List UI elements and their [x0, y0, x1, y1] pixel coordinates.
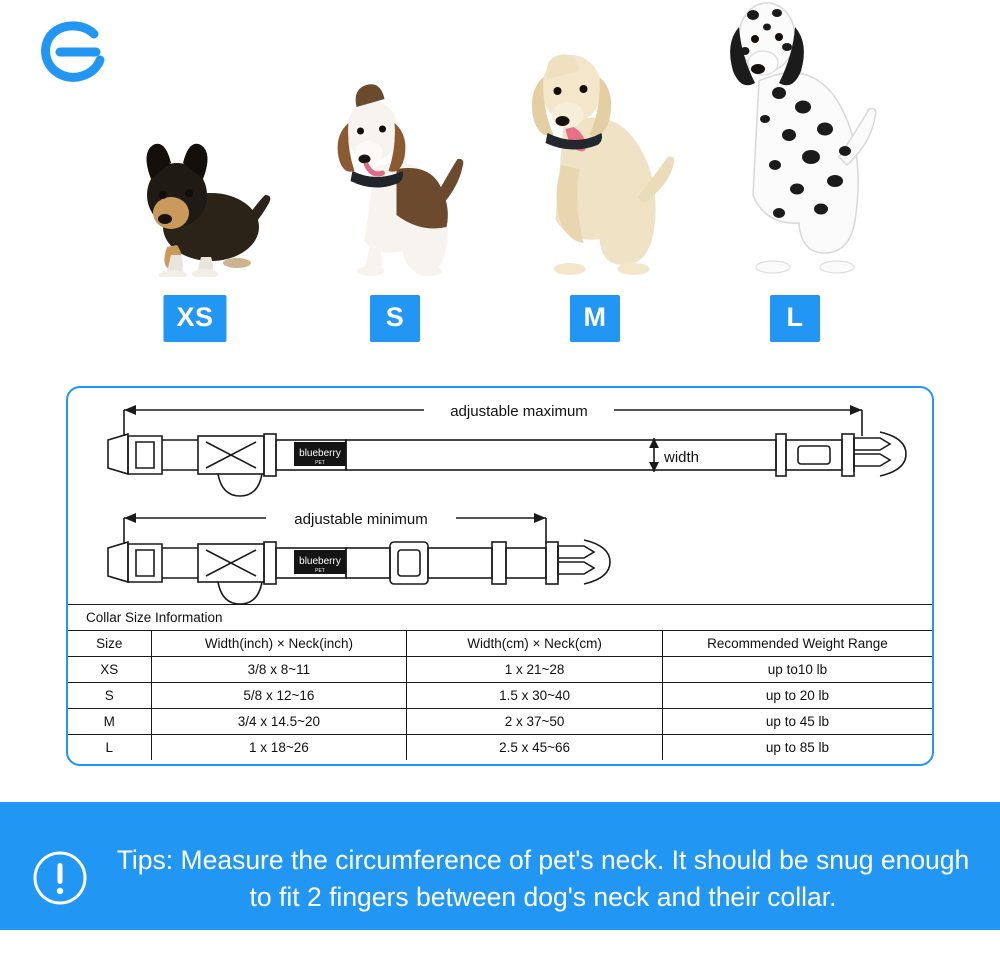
- width-label: width: [664, 449, 700, 466]
- cell-cm: 1.5 x 30~40: [407, 683, 663, 709]
- dog-size-s: [300, 0, 490, 350]
- dog-image-xs: [115, 87, 275, 282]
- cell-inch: 5/8 x 12~16: [151, 683, 407, 709]
- dog-size-l: [700, 0, 890, 350]
- collar-diagram: [68, 388, 932, 604]
- adjustable-maximum-label: adjustable maximum: [450, 403, 588, 420]
- collar-brand-tag-min: blueberry: [299, 556, 341, 567]
- collar-size-panel: [66, 386, 934, 766]
- cell-size: S: [68, 683, 151, 709]
- tips-banner: [0, 802, 1000, 930]
- table-caption-row: [68, 605, 932, 631]
- adjustable-minimum-label: adjustable minimum: [294, 511, 428, 528]
- table-row: [68, 657, 932, 683]
- dog-image-m: [508, 15, 683, 282]
- cell-cm: 2 x 37~50: [407, 709, 663, 735]
- dog-size-xs: [100, 0, 290, 350]
- cell-inch: 3/8 x 8~11: [151, 657, 407, 683]
- header-weight-range: Recommended Weight Range: [662, 631, 932, 657]
- cell-size: XS: [68, 657, 151, 683]
- dog-size-m: [500, 0, 690, 350]
- cell-inch: 3/4 x 14.5~20: [151, 709, 407, 735]
- dog-size-row: [120, 0, 980, 350]
- table-caption: Collar Size Information: [68, 605, 932, 631]
- exclamation-circle-icon: [32, 850, 88, 906]
- collar-brand-tag-sub-max: PET: [315, 460, 325, 466]
- cell-cm: 2.5 x 45~66: [407, 735, 663, 761]
- cell-size: M: [68, 709, 151, 735]
- cell-inch: 1 x 18~26: [151, 735, 407, 761]
- size-badge-xs: XS: [163, 295, 226, 342]
- cell-weight: up to 20 lb: [662, 683, 932, 709]
- size-badge-m: M: [570, 295, 620, 342]
- collar-brand-tag-sub-min: PET: [315, 568, 325, 574]
- size-badge-l: L: [770, 295, 820, 342]
- cell-cm: 1 x 21~28: [407, 657, 663, 683]
- tips-text: Tips: Measure the circumference of pet's neck. It should be snug enough to fit 2 fingers between dog's neck and their collar.: [116, 845, 970, 912]
- cell-weight: up to 45 lb: [662, 709, 932, 735]
- table-row: [68, 709, 932, 735]
- header-size: Size: [68, 631, 151, 657]
- table-row: [68, 683, 932, 709]
- cell-weight: up to10 lb: [662, 657, 932, 683]
- table-header-row: [68, 631, 932, 657]
- collar-brand-tag-max: blueberry: [299, 448, 341, 459]
- dog-image-l: [705, 0, 885, 282]
- header-width-neck-cm: Width(cm) × Neck(cm): [407, 631, 663, 657]
- collar-size-table: [68, 604, 932, 760]
- dog-image-s: [313, 47, 478, 282]
- header-width-neck-inch: Width(inch) × Neck(inch): [151, 631, 407, 657]
- table-row: [68, 735, 932, 761]
- collar-size-table-wrap: [68, 604, 932, 760]
- size-badge-s: S: [370, 295, 420, 342]
- cell-size: L: [68, 735, 151, 761]
- cell-weight: up to 85 lb: [662, 735, 932, 761]
